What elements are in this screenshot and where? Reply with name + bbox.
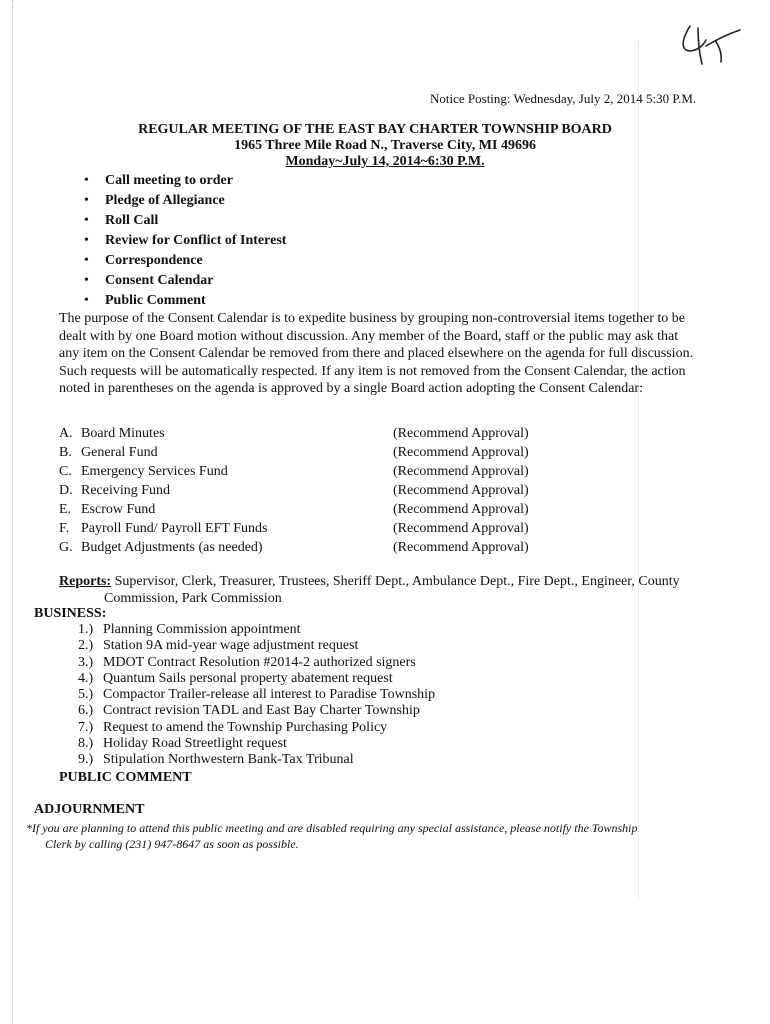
business-item: 4.) Quantum Sails personal property abatement request — [78, 670, 393, 686]
consent-item: F. Payroll Fund/ Payroll EFT Funds (Recommend Approval) — [59, 521, 529, 536]
agenda-bullet-list — [80, 171, 286, 311]
agenda-bullet-item: • Pledge of Allegiance — [80, 191, 286, 211]
meeting-title: REGULAR MEETING OF THE EAST BAY CHARTER TOWNSHIP BOARD — [138, 122, 612, 137]
accessibility-footnote — [26, 820, 706, 852]
business-item: 2.) Station 9A mid-year wage adjustment request — [78, 638, 359, 654]
business-item-list — [78, 622, 435, 769]
agenda-bullet-item: • Call meeting to order — [80, 171, 286, 191]
agenda-bullet-item: • Public Comment — [80, 291, 286, 311]
agenda-bullet-item: • Review for Conflict of Interest — [80, 231, 286, 251]
consent-item: G. Budget Adjustments (as needed) (Recommend Approval) — [59, 540, 529, 555]
footnote-line: Clerk by calling (231) 947-8647 as soon as possible. — [45, 837, 299, 851]
business-item: 1.) Planning Commission appointment — [78, 622, 301, 637]
consent-item: E. Escrow Fund (Recommend Approval) — [59, 502, 529, 517]
bullet-icon: • — [84, 233, 89, 248]
notice-posting: Notice Posting: Wednesday, July 2, 2014 5:30 P.M. — [430, 91, 697, 106]
consent-item-list — [59, 425, 579, 558]
business-item: 3.) MDOT Contract Resolution #2014-2 authorized signers — [78, 654, 416, 670]
reports-text: Supervisor, Clerk, Treasurer, Trustees, Sheriff Dept., Ambulance Dept., Fire Dept., Engineer, County — [111, 574, 680, 589]
business-item: 7.) Request to amend the Township Purchasing Policy — [78, 719, 388, 735]
business-item: 5.) Compactor Trailer-release all interest to Paradise Township — [78, 687, 436, 703]
consent-item: B. General Fund (Recommend Approval) — [59, 445, 529, 460]
reports-section — [59, 573, 699, 607]
bullet-icon: • — [84, 253, 89, 268]
footnote-line: *If you are planning to attend this public meeting and are disabled requiring any special assistance, please notify the Township — [26, 821, 638, 835]
handwritten-mark-icon — [676, 20, 746, 70]
meeting-address: 1965 Three Mile Road N., Traverse City, MI 49696 — [234, 138, 536, 153]
agenda-bullet-item: • Roll Call — [80, 211, 286, 231]
bullet-icon: • — [84, 293, 89, 308]
reports-text-continued: Commission, Park Commission — [104, 591, 282, 606]
reports-label: Reports: — [59, 574, 112, 589]
public-comment-heading: PUBLIC COMMENT — [59, 770, 192, 785]
consent-item: C. Emergency Services Fund (Recommend Approval) — [59, 464, 529, 479]
consent-item: A. Board Minutes (Recommend Approval) — [59, 426, 529, 441]
consent-item: D. Receiving Fund (Recommend Approval) — [59, 483, 529, 498]
bullet-icon: • — [84, 273, 89, 288]
bullet-icon: • — [84, 193, 89, 208]
bullet-icon: • — [84, 173, 89, 188]
business-item: 9.) Stipulation Northwestern Bank-Tax Tribunal — [78, 752, 354, 768]
business-heading: BUSINESS: — [34, 606, 107, 621]
business-item: 6.) Contract revision TADL and East Bay Charter Township — [78, 703, 420, 719]
meeting-date: Monday~July 14, 2014~6:30 P.M. — [285, 154, 485, 169]
consent-calendar-paragraph: The purpose of the Consent Calendar is to expedite business by grouping non-controversial items together to be dealt with by one Board motion without discussion. Any member of the Board, staff or the public may ask that any item on the Consent Calendar be removed from there and placed elsewhere on the agenda for full discussion. Such requests will be automatically respected. If any item is not removed from the Consent Calendar, the action noted in parentheses on the agenda is approved by a single Board action adopting the Consent Calendar: — [59, 311, 694, 396]
bullet-icon: • — [84, 213, 89, 228]
adjournment-heading: ADJOURNMENT — [34, 802, 145, 817]
business-item: 8.) Holiday Road Streetlight request — [78, 736, 287, 752]
agenda-bullet-item: • Correspondence — [80, 251, 286, 271]
agenda-bullet-item: • Consent Calendar — [80, 271, 286, 291]
